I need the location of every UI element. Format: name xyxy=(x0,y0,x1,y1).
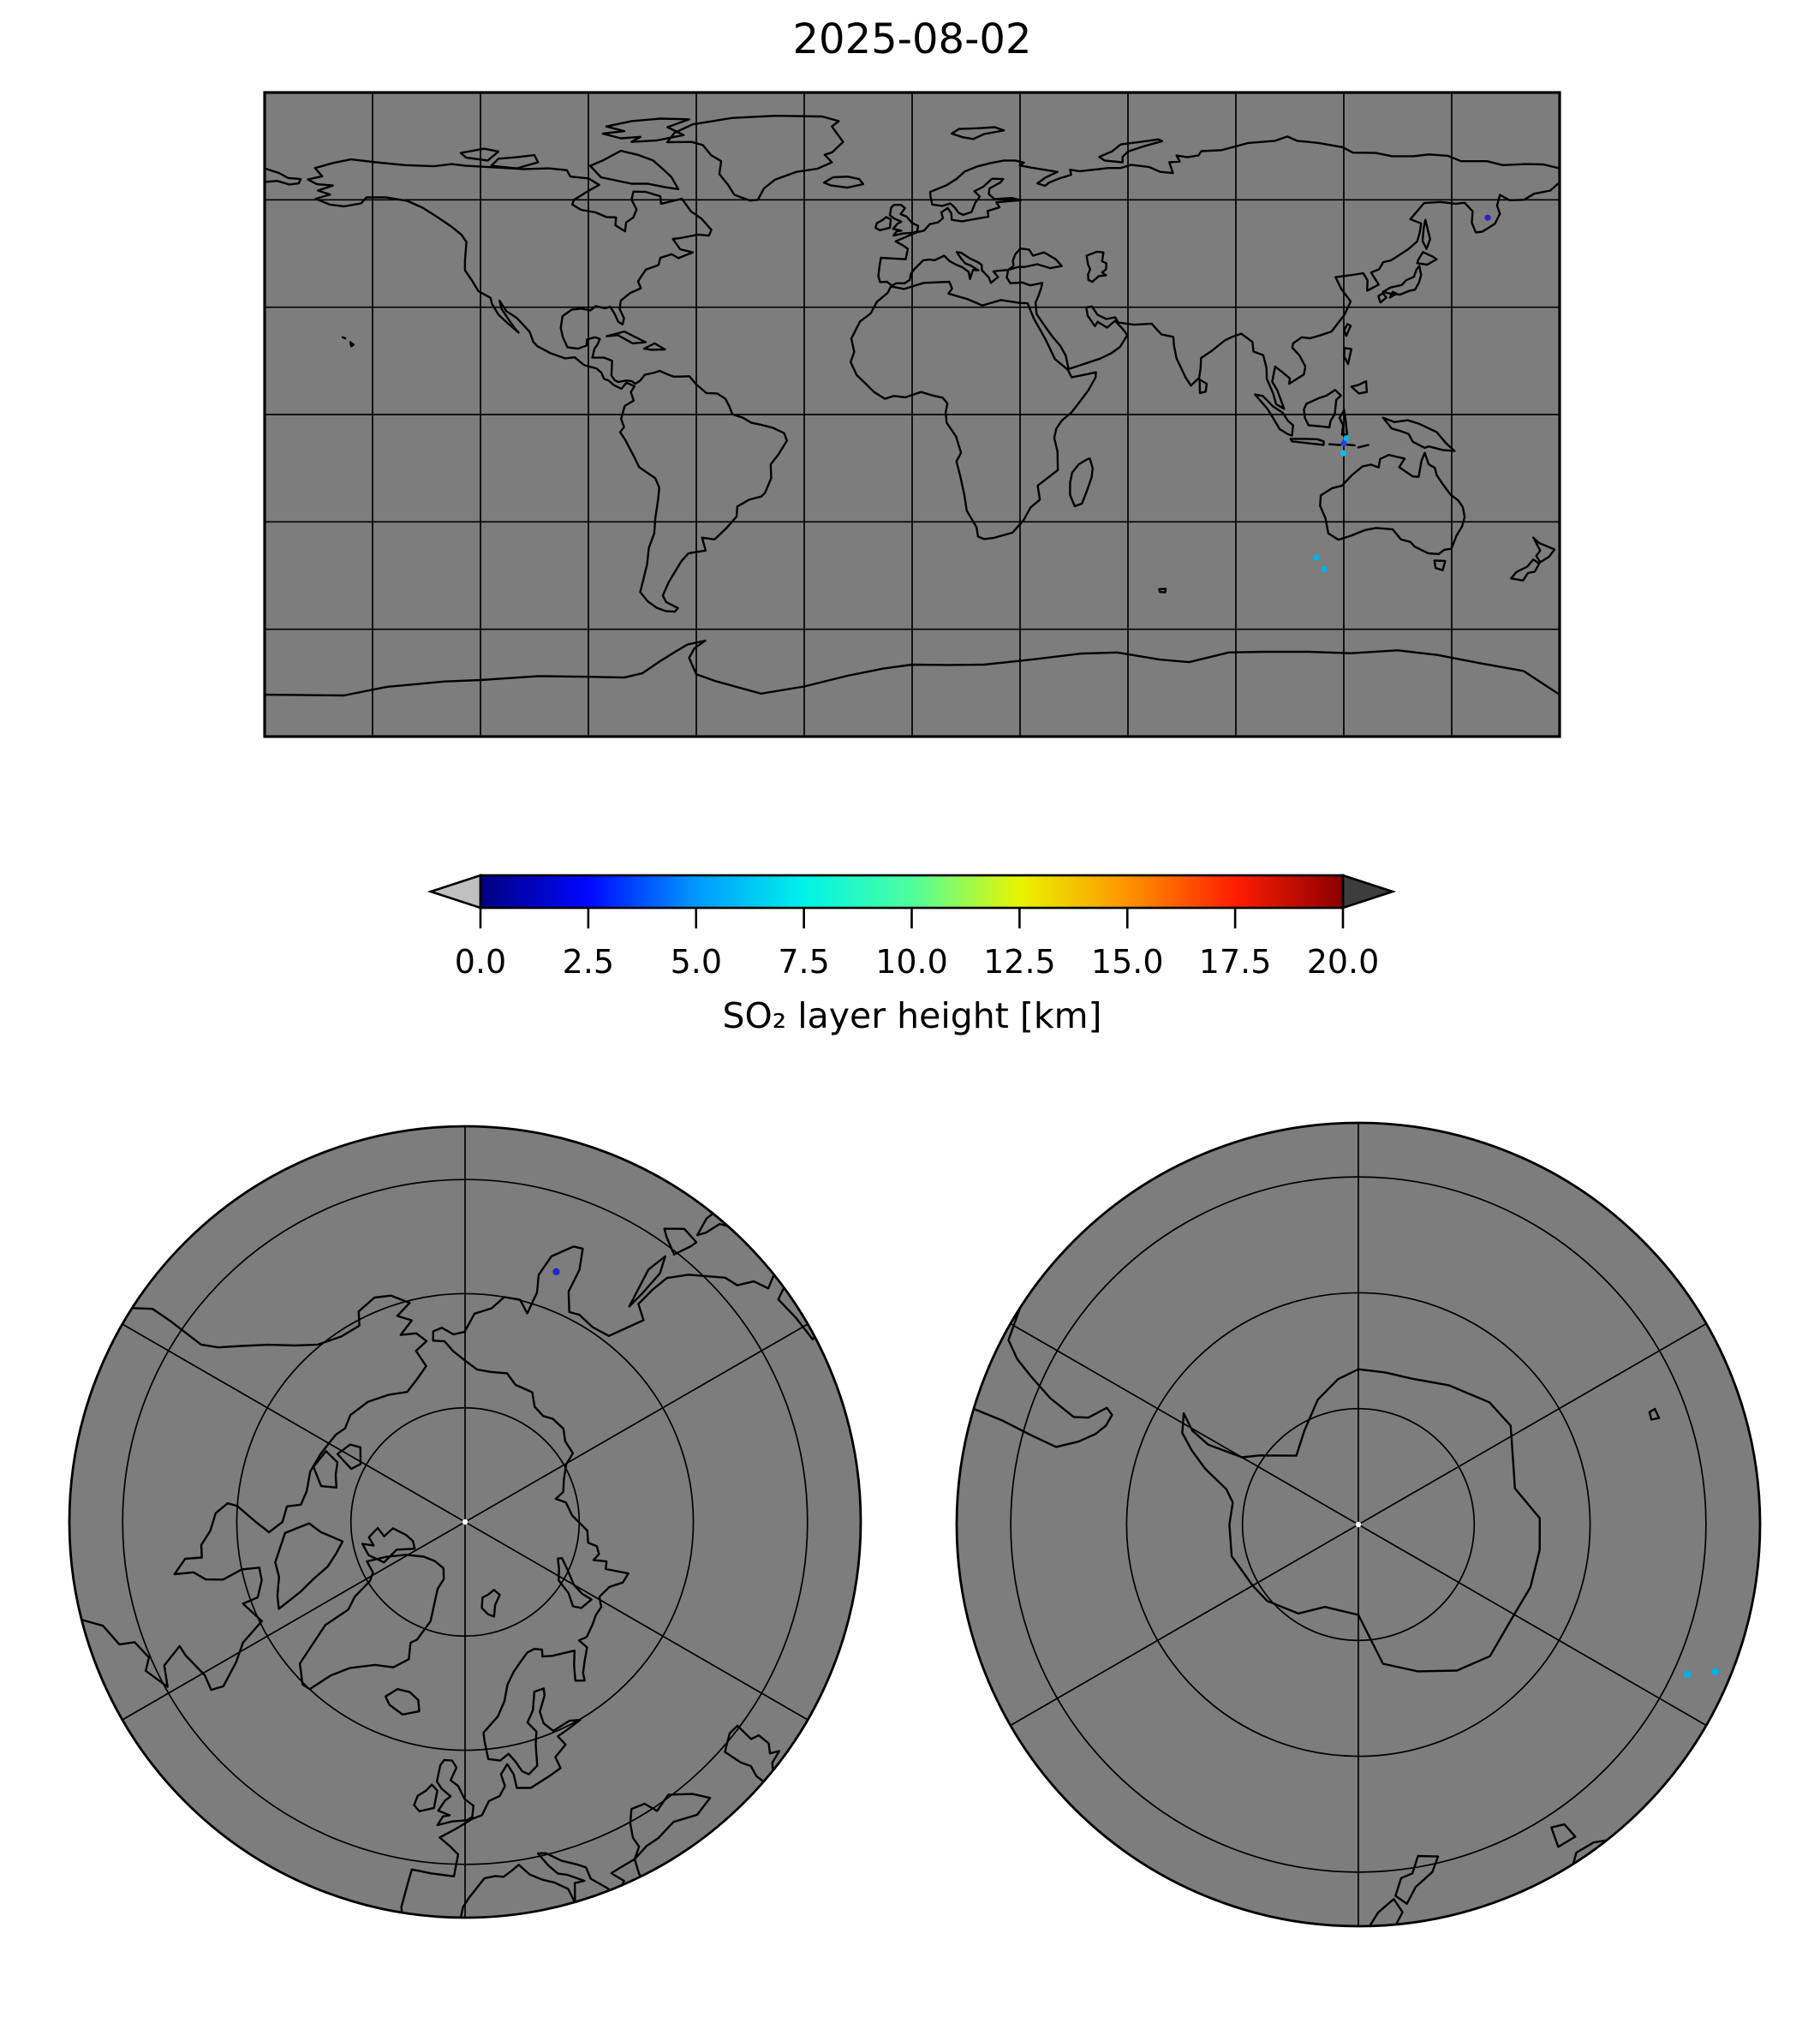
so2-detection-dot xyxy=(552,1268,559,1275)
coastline-path xyxy=(928,1223,959,1249)
coastline-path xyxy=(769,1221,785,1230)
colorbar-tick-label: 10.0 xyxy=(875,943,948,981)
so2-detection-dot xyxy=(1684,1671,1691,1678)
coastline-path xyxy=(788,1232,807,1246)
so2-detection-dot xyxy=(1340,440,1346,446)
so2-detection-dot xyxy=(1712,1668,1719,1675)
colorbar-under-arrow xyxy=(431,875,480,908)
colorbar-tick-label: 5.0 xyxy=(670,943,723,981)
colorbar-over-arrow xyxy=(1343,875,1393,908)
colorbar-tick-label: 0.0 xyxy=(454,943,507,981)
colorbar-tick-label: 2.5 xyxy=(562,943,615,981)
colorbar-tick-label: 7.5 xyxy=(778,943,830,981)
coastline-path xyxy=(296,1895,986,2023)
north-pole-center-dot xyxy=(462,1519,468,1525)
coastline-path xyxy=(864,683,1310,1179)
coastline-path xyxy=(1120,1159,1137,1194)
coastline-path xyxy=(1049,1149,1099,1189)
north-polar-detections xyxy=(552,1268,559,1275)
so2-detection-dot xyxy=(1321,566,1327,572)
colorbar-tick-label: 12.5 xyxy=(983,943,1056,981)
so2-detection-dot xyxy=(1340,451,1346,457)
coastline-path xyxy=(1607,247,1820,343)
colorbar-tick-label: 20.0 xyxy=(1306,943,1380,981)
colorbar-tick-label: 17.5 xyxy=(1198,943,1272,981)
figure-title: 2025-08-02 xyxy=(792,15,1032,63)
coastline-path xyxy=(1065,1073,1091,1100)
coastline-path xyxy=(886,1258,910,1268)
coastline-path xyxy=(961,1144,995,1190)
colorbar-tick-labels xyxy=(455,943,1380,981)
coastline-path xyxy=(1711,1118,1814,1183)
colorbar xyxy=(431,875,1393,1036)
coastline-path xyxy=(1095,1113,1111,1142)
so2-detection-dot xyxy=(1314,555,1320,561)
coastline-path xyxy=(146,1824,260,2023)
south-pole-center-dot xyxy=(1356,1522,1361,1527)
so2-detection-dot xyxy=(1484,215,1490,221)
colorbar-ticks xyxy=(480,908,1343,928)
colorbar-tick-label: 15.0 xyxy=(1090,943,1164,981)
coastline-path xyxy=(1659,1975,1820,2023)
global-map-panel xyxy=(265,92,1560,737)
coastline-path xyxy=(241,1029,250,1036)
colorbar-gradient xyxy=(480,875,1343,908)
coastline-path xyxy=(343,337,345,338)
colorbar-axis-label: SO₂ layer height [km] xyxy=(722,995,1102,1036)
